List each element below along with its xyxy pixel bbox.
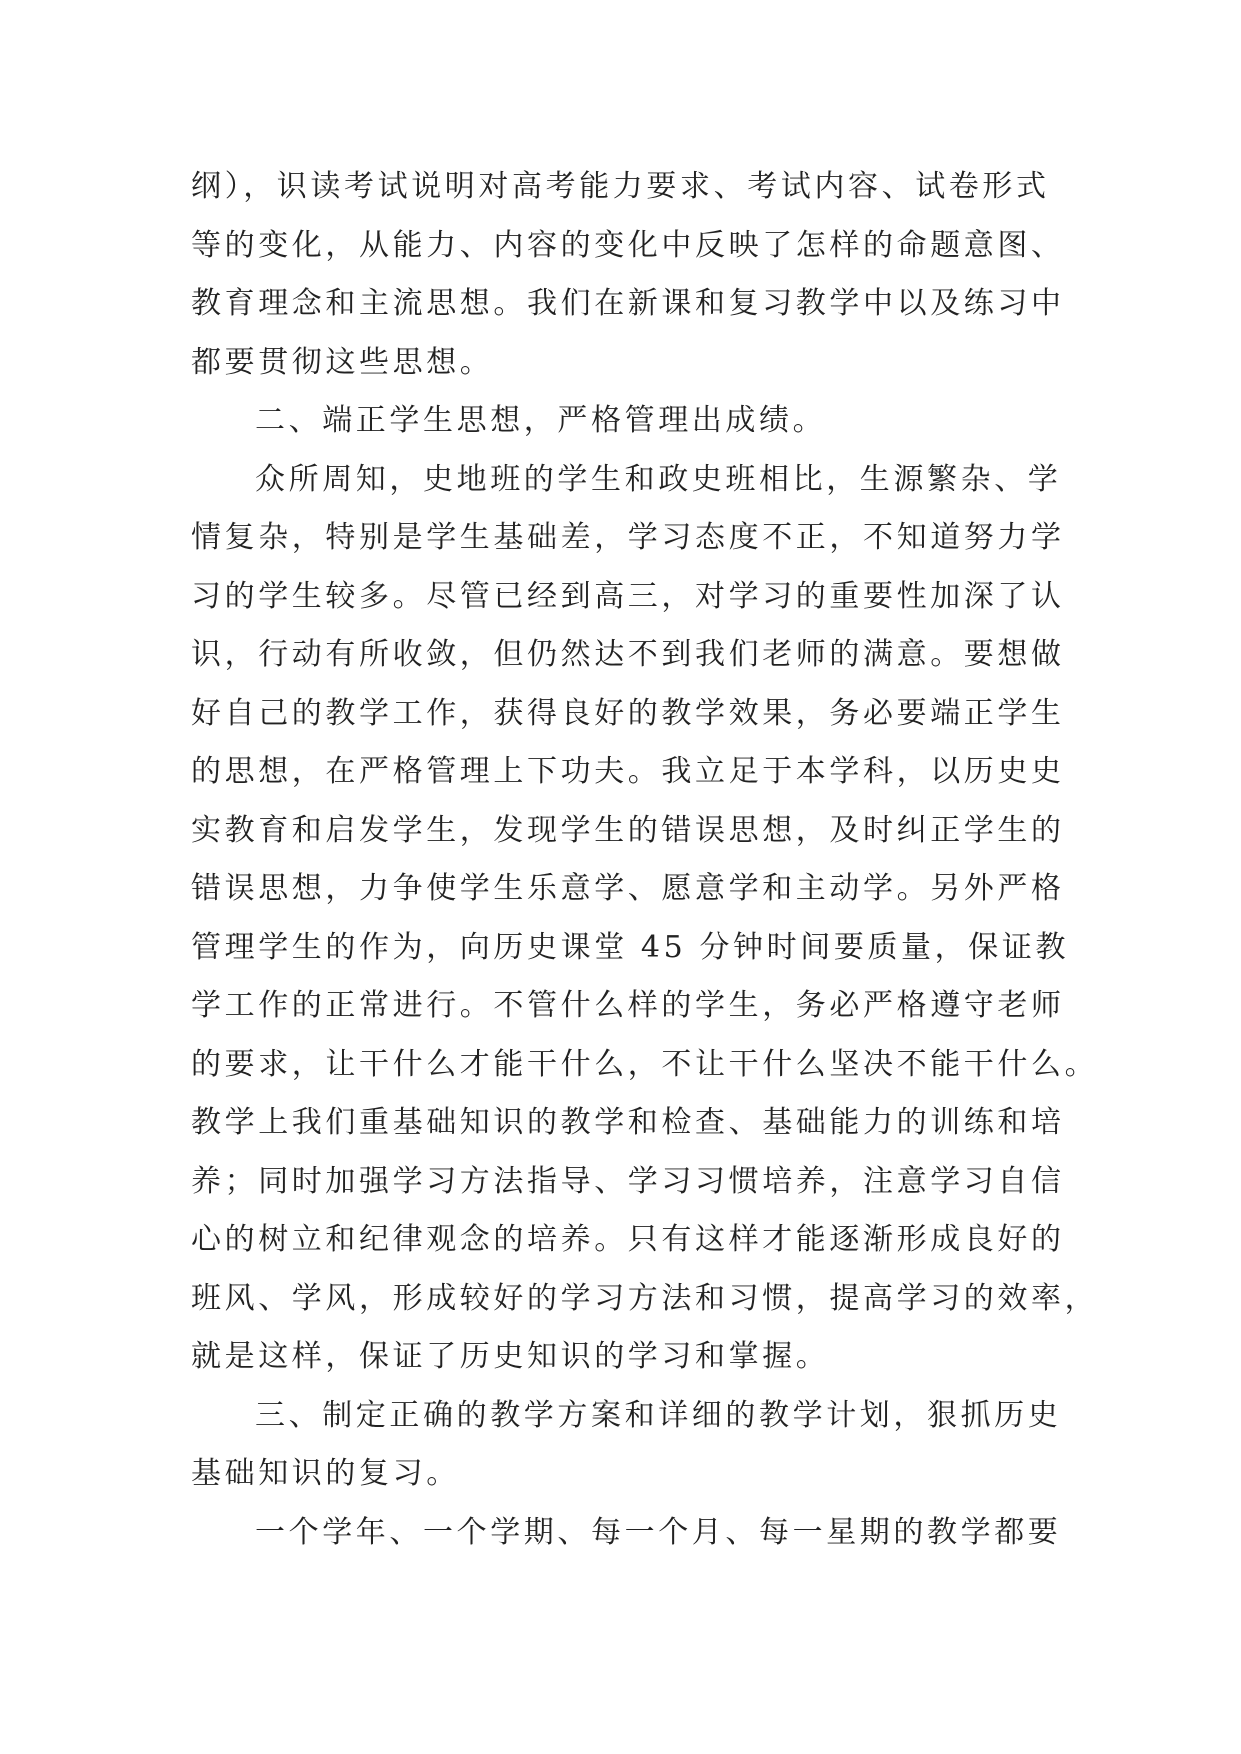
section-heading: 二、端正学生思想，严格管理出成绩。 <box>255 403 827 438</box>
section-heading: 三、制定正确的教学方案和详细的教学计划，狠抓历史 <box>255 1397 1062 1433</box>
text-line: 教育理念和主流思想。我们在新课和复习教学中以及练习中 <box>191 286 1065 321</box>
text-line: 纲），识读考试说明对高考能力要求、考试内容、试卷形式 <box>191 169 1050 204</box>
text-line: 教学上我们重基础知识的教学和检查、基础能力的训练和培 <box>191 1105 1065 1140</box>
text-line: 识，行动有所收敛，但仍然达不到我们老师的满意。要想做 <box>191 637 1065 672</box>
paragraph-start-line: 一个学年、一个学期、每一个月、每一星期的教学都要 <box>255 1514 1062 1550</box>
text-line: 就是这样，保证了历史知识的学习和掌握。 <box>191 1339 830 1374</box>
text-line: 基础知识的复习。 <box>191 1456 460 1491</box>
text-line: 实教育和启发学生，发现学生的错误思想，及时纠正学生的 <box>191 812 1065 848</box>
text-line: 错误思想，力争使学生乐意学、愿意学和主动学。另外严格 <box>191 871 1065 906</box>
text-line: 心的树立和纪律观念的培养。只有这样才能逐渐形成良好的 <box>191 1222 1065 1257</box>
text-line: 习的学生较多。尽管已经到高三，对学习的重要性加深了认 <box>191 578 1065 614</box>
text-line: 班风、学风，形成较好的学习方法和习惯，提高学习的效率， <box>191 1280 1099 1316</box>
text-line: 的要求，让干什么才能干什么，不让干什么坚决不能干什么。 <box>191 1046 1099 1082</box>
text-line: 好自己的教学工作，获得良好的教学效果，务必要端正学生 <box>191 695 1065 731</box>
text-line: 学工作的正常进行。不管什么样的学生，务必严格遵守老师 <box>191 988 1065 1023</box>
document-body <box>191 158 1099 1562</box>
paragraph-start-line: 众所周知，史地班的学生和政史班相比，生源繁杂、学 <box>255 461 1062 497</box>
text-line: 都要贯彻这些思想。 <box>191 344 494 380</box>
text-line: 等的变化，从能力、内容的变化中反映了怎样的命题意图、 <box>191 227 1065 263</box>
text-line: 情复杂，特别是学生基础差，学习态度不正，不知道努力学 <box>191 520 1065 555</box>
text-line: 管理学生的作为，向历史课堂 45 分钟时间要质量，保证教 <box>191 929 1070 965</box>
text-line: 养；同时加强学习方法指导、学习习惯培养，注意学习自信 <box>191 1163 1065 1199</box>
text-line: 的思想，在严格管理上下功夫。我立足于本学科，以历史史 <box>191 754 1065 789</box>
